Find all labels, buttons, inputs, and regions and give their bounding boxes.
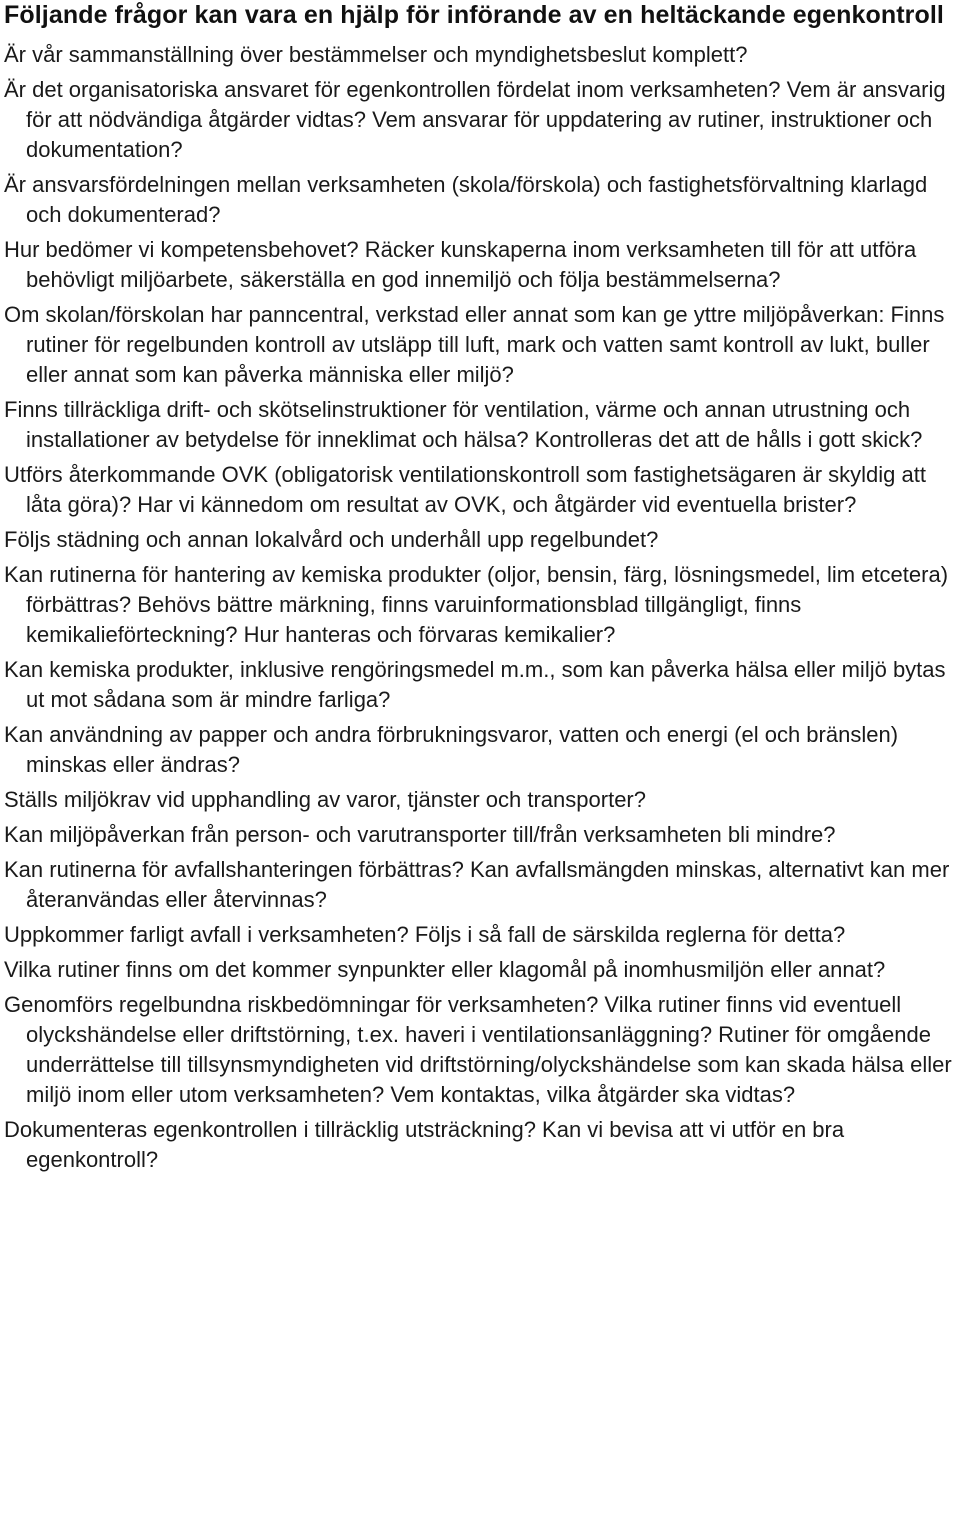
question-item: Är ansvarsfördelningen mellan verksamheten (skola/förskola) och fastighetsförvaltning klarlagd och dokumenterad? — [4, 172, 928, 227]
question-item: Kan rutinerna för hantering av kemiska produkter (oljor, bensin, färg, lösningsmedel, lim etcetera) förbättras? Behövs bättre märkning, finns varuinformationsblad tillgängligt, finns kemikalieförteckning? Hur hanteras och förvaras kemikalier? — [4, 562, 949, 647]
question-item: Kan kemiska produkter, inklusive rengöringsmedel m.m., som kan påverka hälsa eller miljö bytas ut mot sådana som är mindre farliga? — [4, 657, 946, 712]
question-item: Utförs återkommande OVK (obligatorisk ventilationskontroll som fastighetsägaren är skyldig att låta göra)? Har vi kännedom om resultat av OVK, och åtgärder vid eventuella brister? — [4, 462, 926, 517]
question-item: Följs städning och annan lokalvård och underhåll upp regelbundet? — [4, 527, 659, 552]
question-item: Kan miljöpåverkan från person- och varutransporter till/från verksamheten bli mindre? — [4, 822, 836, 847]
question-item: Dokumenteras egenkontrollen i tillräcklig utsträckning? Kan vi bevisa att vi utför en bra egenkontroll? — [4, 1117, 845, 1172]
question-item: Är vår sammanställning över bestämmelser och myndighetsbeslut komplett? — [4, 42, 748, 67]
question-item: Vilka rutiner finns om det kommer synpunkter eller klagomål på inomhusmiljön eller annat? — [4, 957, 886, 982]
question-item: Hur bedömer vi kompetensbehovet? Räcker kunskaperna inom verksamheten till för att utföra behövligt miljöarbete, säkerställa en god innemiljö och följa bestämmelserna? — [4, 237, 917, 292]
question-item: Kan användning av papper och andra förbrukningsvaror, vatten och energi (el och bränslen) minskas eller ändras? — [4, 722, 899, 777]
question-item: Är det organisatoriska ansvaret för egenkontrollen fördelat inom verksamheten? Vem är ansvarig för att nödvändiga åtgärder vidtas? Vem ansvarar för uppdatering av rutiner, instruktioner och dokumentation? — [4, 77, 946, 162]
question-list — [4, 40, 954, 1175]
question-item: Kan rutinerna för avfallshanteringen förbättras? Kan avfallsmängden minskas, alternativt kan mer återanvändas eller återvinnas? — [4, 857, 950, 912]
question-item: Finns tillräckliga drift- och skötselinstruktioner för ventilation, värme och annan utrustning och installationer av betydelse för inneklimat och hälsa? Kontrolleras det att de hålls i gott skick? — [4, 397, 923, 452]
question-item: Om skolan/förskolan har panncentral, verkstad eller annat som kan ge yttre miljöpåverkan: Finns rutiner för regelbunden kontroll av utsläpp till luft, mark och vatten samt kontroll av lukt, buller eller annat som kan påverka människa eller miljö? — [4, 302, 945, 387]
question-item: Ställs miljökrav vid upphandling av varor, tjänster och transporter? — [4, 787, 646, 812]
question-item: Genomförs regelbundna riskbedömningar för verksamheten? Vilka rutiner finns vid eventuell olyckshändelse eller driftstörning, t.ex. haveri i ventilationsanläggning? Rutiner för omgående underrättelse till tillsynsmyndigheten vid driftstörning/olyckshändelse som kan skada hälsa eller miljö inom eller utom verksamheten? Vem kontaktas, vilka åtgärder ska vidtas? — [4, 992, 952, 1107]
page-heading: Följande frågor kan vara en hjälp för införande av en heltäckande egenkontroll — [4, 1, 944, 29]
question-item: Uppkommer farligt avfall i verksamheten? Följs i så fall de särskilda reglerna för detta? — [4, 922, 846, 947]
